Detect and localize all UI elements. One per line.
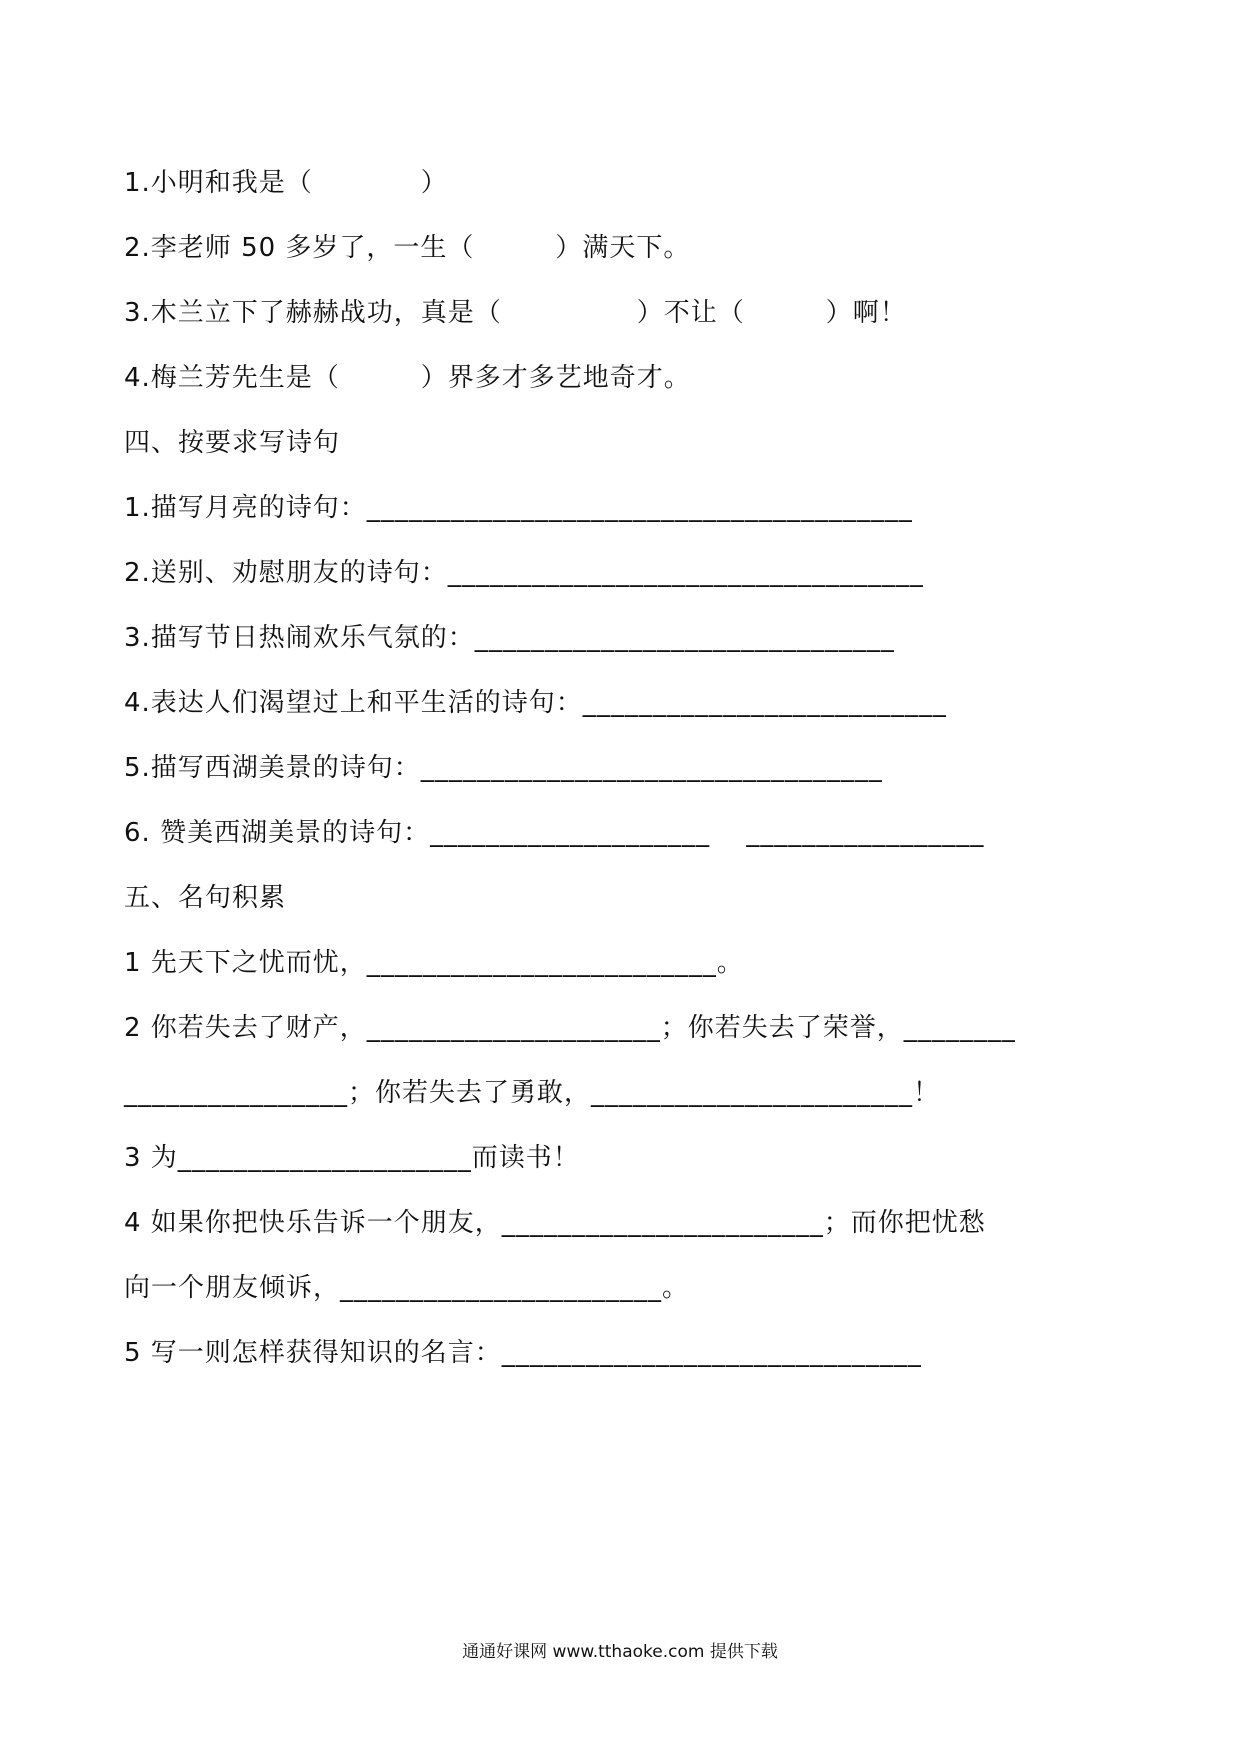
footer-credit: 通通好课网 www.tthaoke.com 提供下载: [462, 1642, 778, 1662]
question-4-3: 3.描写节日热闹欢乐气氛的：______________________________: [124, 623, 895, 653]
question-5-3: 3 为_____________________而读书！: [124, 1143, 580, 1173]
section-4-heading: 四、按要求写诗句: [124, 428, 341, 458]
question-5-2: 2 你若失去了财产，_____________________；你若失去了荣誉，________: [124, 1013, 1016, 1043]
question-5-2-continued: ________________；你若失去了勇敢，_______________________！: [124, 1078, 941, 1108]
question-3-3: 3.木兰立下了赫赫战功，真是（ ）不让（ ）啊！: [124, 298, 907, 328]
question-3-4: 4.梅兰芳先生是（ ）界多才多艺地奇才。: [124, 363, 691, 393]
question-4-5: 5.描写西湖美景的诗句：_________________________________: [124, 753, 883, 783]
question-4-1: 1.描写月亮的诗句：_______________________________________: [124, 493, 913, 523]
question-4-4: 4.表达人们渴望过上和平生活的诗句：__________________________: [124, 688, 947, 718]
question-5-5: 5 写一则怎样获得知识的名言：______________________________: [124, 1338, 922, 1368]
question-5-4-continued: 向一个朋友倾诉，_______________________。: [124, 1273, 690, 1303]
question-4-2: 2.送别、劝慰朋友的诗句：__________________________________: [124, 558, 924, 588]
question-5-4: 4 如果你把快乐告诉一个朋友，_______________________；而你把忧愁: [124, 1208, 986, 1238]
question-4-6: 6. 赞美西湖美景的诗句：____________________ _________________: [124, 818, 985, 848]
question-5-1: 1 先天下之忧而忧，_________________________。: [124, 948, 744, 978]
section-5-heading: 五、名句积累: [124, 883, 287, 913]
question-3-1: 1.小明和我是（ ）: [124, 168, 448, 198]
question-3-2: 2.李老师 50 多岁了，一生（ ）满天下。: [124, 233, 691, 263]
